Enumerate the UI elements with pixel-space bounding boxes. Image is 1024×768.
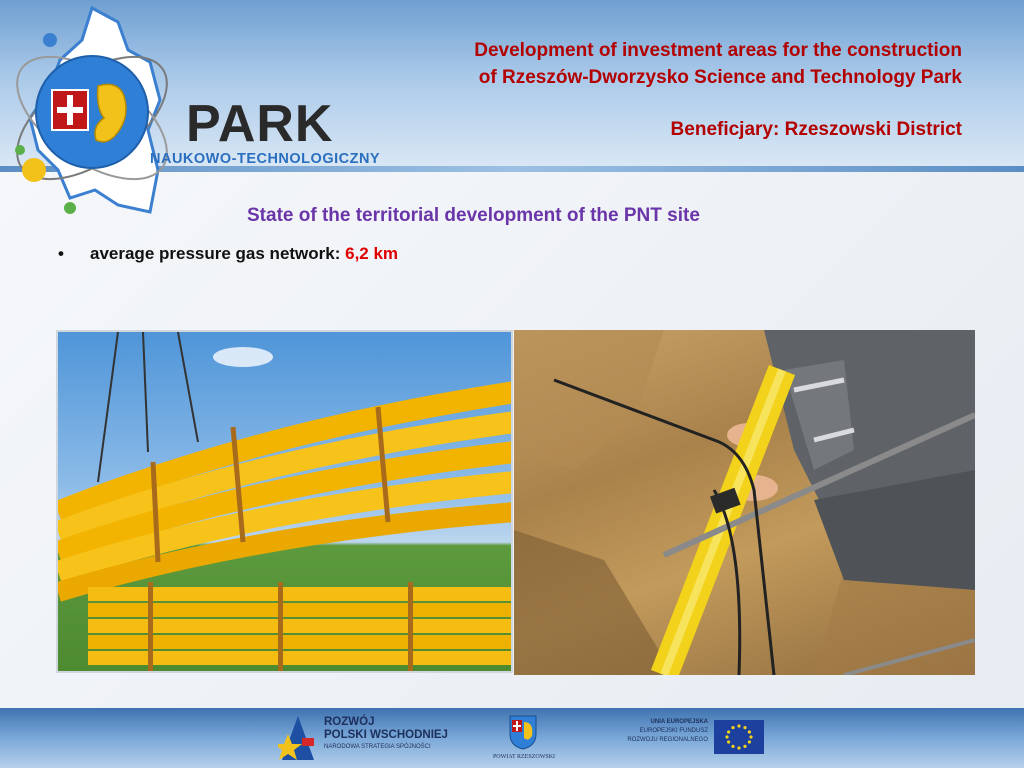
logo1-line2: POLSKI WSCHODNIEJ — [324, 729, 448, 741]
eu-flag-icon — [714, 720, 764, 754]
bullet-item — [58, 244, 398, 264]
logo3-line3: ROZWOJU REGIONALNEGO — [627, 737, 708, 743]
photo-pipe-trench-worker — [514, 330, 975, 675]
park-logo-subtitle: NAUKOWO-TECHNOLOGICZNY — [150, 151, 381, 167]
star-arrow-icon — [278, 714, 318, 762]
title-line-1: Development of investment areas for the construction — [474, 40, 962, 61]
bullet-label: average pressure gas network: — [90, 244, 346, 263]
logo2-caption: POWIAT RZESZOWSKI — [492, 754, 556, 760]
logo1-line1: ROZWÓJ — [324, 716, 375, 728]
pipes-crane-illustration — [58, 332, 513, 673]
logo-unia-europejska — [622, 718, 772, 758]
bullet-marker: • — [58, 244, 64, 263]
logo3-line2: EUROPEJSKI FUNDUSZ — [639, 728, 708, 734]
bullet-value: 6,2 km — [345, 244, 399, 263]
photo-gas-pipes-crane — [56, 330, 513, 673]
section-subtitle: State of the territorial development of the PNT site — [247, 205, 700, 226]
park-logo — [0, 0, 420, 220]
title-line-2: of Rzeszów-Dworzysko Science and Technology Park — [478, 67, 962, 88]
logo-powiat-rzeszowski — [484, 714, 564, 766]
park-logo-word: PARK — [186, 95, 334, 153]
coat-of-arms-icon — [508, 714, 538, 750]
page-title — [262, 37, 962, 91]
logo3-line1: UNIA EUROPEJSKA — [650, 719, 708, 725]
trench-illustration — [514, 330, 975, 675]
beneficiary-line: Beneficjary: Rzeszowski District — [670, 119, 962, 140]
logo-rozwoj-polski-wschodniej — [278, 712, 468, 764]
logo1-line3: NARODOWA STRATEGIA SPÓJNOŚCI — [324, 744, 431, 750]
